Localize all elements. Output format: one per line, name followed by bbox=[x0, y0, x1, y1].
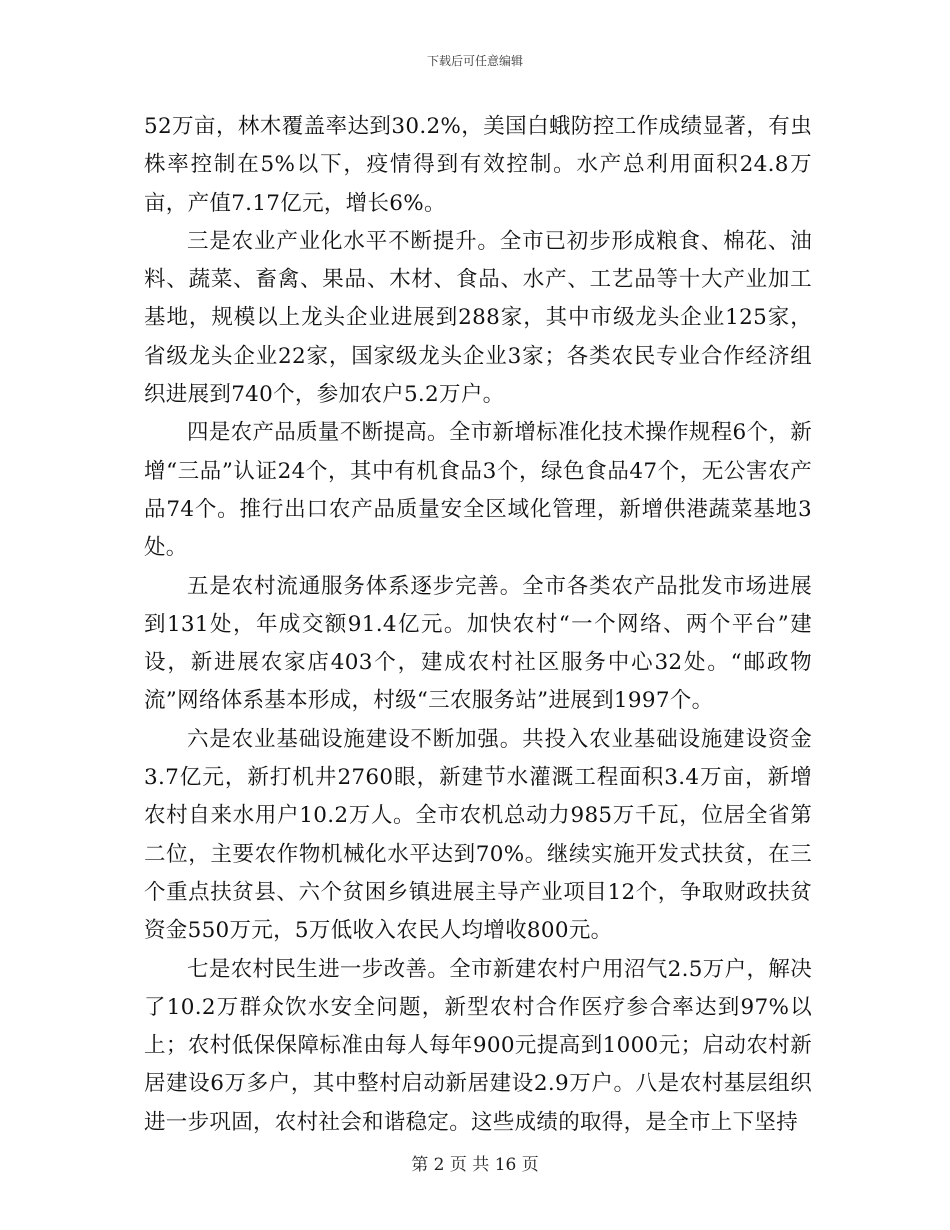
page-header: 下载后可任意编辑 bbox=[426, 54, 523, 68]
paragraph-circulation-services: 五是农村流通服务体系逐步完善。全市各类农产品批发市场进展到131处，年成交额91.4亿元。加快农村“一个网络、两个平台”建设，新进展农家店403个，建成农村社区服务中心32处。“邮政物流”网络体系基本形成，村级“三农服务站”进展到1997个。 bbox=[144, 573, 812, 714]
paragraph-continuation: 52万亩，林木覆盖率达到30.2%，美国白蛾防控工作成绩显著，有虫株率控制在5%以下，疫情得到有效控制。水产总利用面积24.8万亩，产值7.17亿元，增长6%。 bbox=[144, 114, 812, 216]
document-body bbox=[144, 108, 812, 1142]
paragraph-infrastructure: 六是农业基础设施建设不断加强。共投入农业基础设施建设资金3.7亿元，新打机井2760眼，新建节水灌溉工程面积3.4万亩，新增农村自来水用户10.2万人。全市农机总动力985万千瓦，位居全省第二位，主要农作物机械化水平达到70%。继续实施开发式扶贫，在三个重点扶贫县、六个贫困乡镇进展主导产业项目12个，争取财政扶贫资金550万元，5万低收入农民人均增收800元。 bbox=[144, 726, 812, 944]
page-footer: 第 2 页 共 16 页 bbox=[411, 1155, 539, 1175]
paragraph-product-quality: 四是农产品质量不断提高。全市新增标准化技术操作规程6个，新增“三品”认证24个，其中有机食品3个，绿色食品47个，无公害农产品74个。推行出口农产品质量安全区域化管理，新增供港蔬菜基地3处。 bbox=[144, 420, 812, 561]
paragraph-livelihood: 七是农村民生进一步改善。全市新建农村户用沼气2.5万户，解决了10.2万群众饮水安全问题，新型农村合作医疗参合率达到97%以上；农村低保保障标准由每人每年900元提高到1000元；启动农村新居建设6万多户，其中整村启动新居建设2.9万户。八是农村基层组织进一步巩固，农村社会和谐稳定。这些成绩的取得，是全市上下坚持 bbox=[144, 956, 812, 1135]
paragraph-industrialization: 三是农业产业化水平不断提升。全市已初步形成粮食、棉花、油料、蔬菜、畜禽、果品、木材、食品、水产、工艺品等十大产业加工基地，规模以上龙头企业进展到288家，其中市级龙头企业125家，省级龙头企业22家，国家级龙头企业3家；各类农民专业合作经济组织进展到740个，参加农户5.2万户。 bbox=[144, 228, 812, 408]
